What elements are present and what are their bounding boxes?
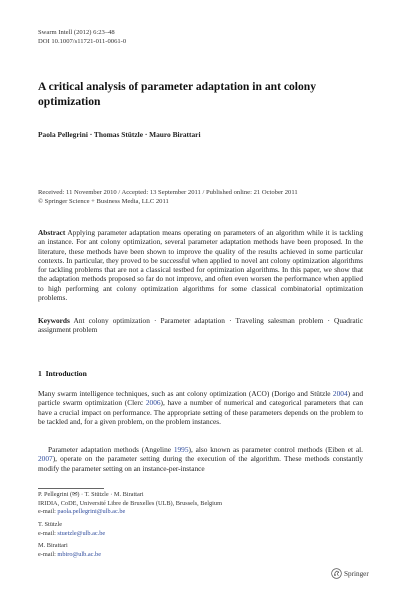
- affiliation-name: M. Birattari: [38, 542, 68, 549]
- affiliation-email-line: [38, 508, 368, 517]
- email-label: e-mail:: [38, 550, 58, 558]
- intro-p1-text-a: Many swarm intelligence techniques, such as ant colony optimization (ACO) (Dorigo and Stützle: [38, 389, 333, 398]
- intro-p2-text-b: ), also known as parameter control methods (Eiben et al.: [188, 445, 363, 454]
- abstract: [38, 228, 363, 302]
- affiliation-names: P. Pellegrini (✉) · T. Stützle · M. Birattari: [38, 491, 144, 498]
- affiliation-block-3: [38, 542, 368, 559]
- section-title: Introduction: [45, 369, 87, 378]
- email-label: e-mail:: [38, 529, 58, 537]
- intro-p1-text-c: ), have a number of numerical and categorical parameters that can have a crucial impact on performance. The appropriate setting of these parameters depends on the problem to be tackled and, for a given problem, on the problem instances.: [38, 398, 363, 426]
- citation-link[interactable]: 2006: [145, 398, 161, 408]
- copyright-notice: © Springer Science + Business Media, LLC 2011: [38, 198, 169, 206]
- paper-title: [38, 80, 338, 109]
- footnote-divider: [38, 488, 104, 489]
- intro-p2-text-c: ), operate on the parameter setting during the execution of the algorithm. These methods constantly modify the parameter setting on an instance-per-instance: [38, 454, 363, 473]
- journal-citation: Swarm Intell (2012) 6:23–48: [38, 29, 115, 36]
- journal-header: [38, 28, 126, 46]
- paper-title-line-2: optimization: [38, 94, 101, 108]
- citation-link[interactable]: 1995: [173, 445, 189, 454]
- author-list: Paola Pellegrini · Thomas Stützle · Mauro Birattari: [38, 130, 201, 139]
- abstract-text: Applying parameter adaptation means operating on parameters of an algorithm while it is tackling an instance. For ant colony optimization, several parameter adaptation methods have been proposed. In the literature, these methods have been shown to improve the quality of the results achieved in some particular contexts. In particular, they proved to be successful when applied to novel ant colony optimization algorithms for tackling problems that are not a classical testbed for optimization algorithms. In this paper, we show that the adaptation methods proposed so far do not improve, and often even worsen the performance when applied to high performing ant colony optimization algorithms for some classical combinatorial optimization problems.: [38, 228, 363, 303]
- publisher-logo: [331, 568, 369, 579]
- intro-paragraph-1: [38, 389, 363, 426]
- email-link[interactable]: stuetzle@ulb.ac.be: [57, 529, 106, 537]
- springer-horse-icon: [331, 568, 342, 579]
- intro-p1-text-b: ) and particle swarm optimization (Clerc: [38, 389, 363, 408]
- keywords: [38, 316, 363, 335]
- keywords-text: Ant colony optimization · Parameter adaptation · Traveling salesman problem · Quadratic assignment problem: [38, 316, 363, 335]
- history-dates: Received: 11 November 2010 / Accepted: 13 September 2011 / Published online: 21 October 2011: [38, 189, 298, 196]
- email-link[interactable]: mbiro@ulb.ac.be: [57, 550, 101, 558]
- intro-paragraph-2: [38, 445, 363, 473]
- publication-history: [38, 188, 368, 206]
- keywords-label: Keywords: [38, 316, 70, 325]
- journal-doi[interactable]: DOI 10.1007/s11721-011-0061-0: [38, 38, 127, 45]
- citation-link[interactable]: 2007: [38, 454, 53, 464]
- email-link[interactable]: paola.pellegrini@ulb.ac.be: [57, 508, 126, 516]
- affiliation-block-2: [38, 521, 368, 538]
- affiliation-email-line: [38, 551, 368, 560]
- intro-p2-text-a: Parameter adaptation methods (Angeline: [48, 445, 174, 454]
- affiliation-email-line: [38, 530, 368, 539]
- paper-title-line-1: A critical analysis of parameter adaptation in ant colony: [38, 80, 317, 93]
- section-number: 1: [38, 369, 42, 378]
- email-label: e-mail:: [38, 508, 58, 516]
- affiliation-block-1: [38, 491, 368, 517]
- citation-link[interactable]: 2004: [332, 389, 348, 398]
- affiliation-name: T. Stützle: [38, 521, 63, 528]
- section-heading: [38, 369, 87, 378]
- affiliation-institution: IRIDIA, CoDE, Université Libre de Bruxelles (ULB), Brussels, Belgium: [38, 499, 222, 507]
- publisher-name: Springer: [344, 569, 369, 578]
- abstract-label: Abstract: [38, 228, 66, 237]
